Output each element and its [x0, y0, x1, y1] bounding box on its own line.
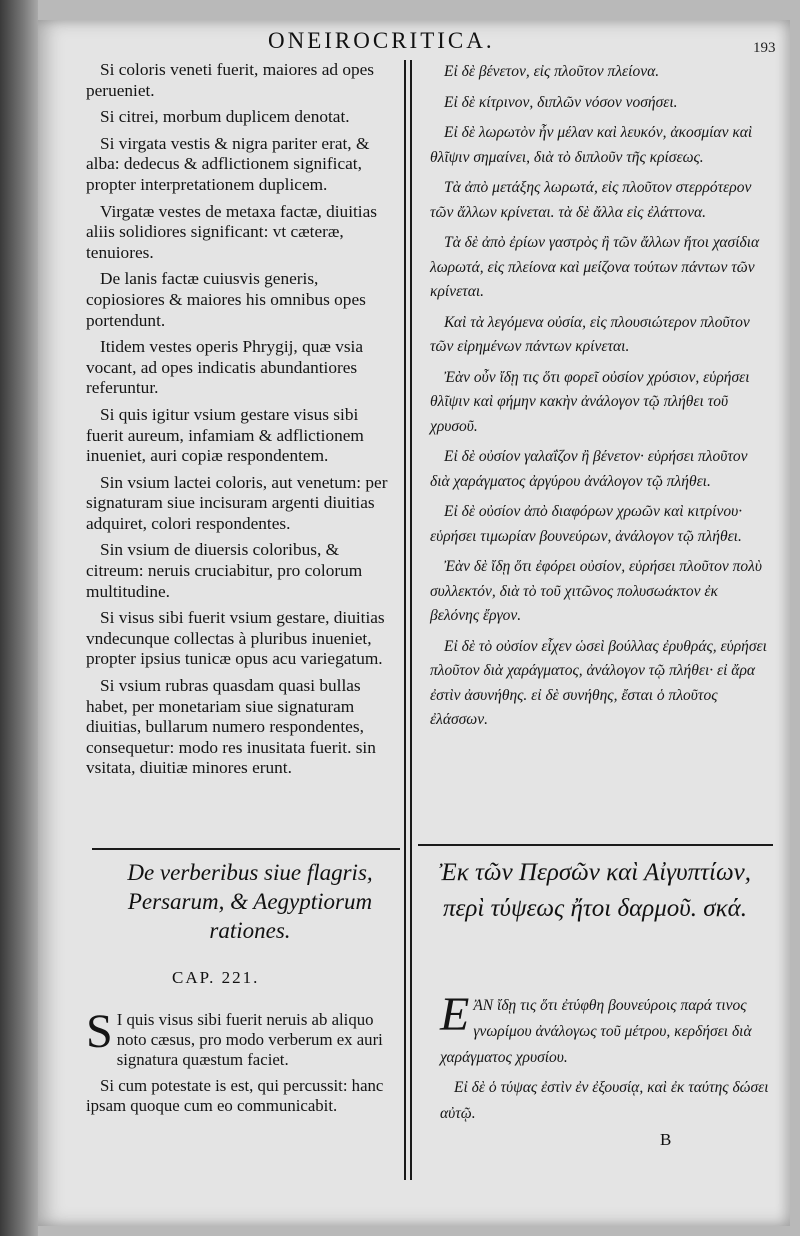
- latin-chapter-text: I quis visus sibi fuerit neruis ab aliquo noto cæsus, pro modo verberum ex auri signatura quæstum faciet.: [116, 1010, 383, 1069]
- latin-paragraph: Sin vsium lactei coloris, aut venetum: per signaturam siue incisuram argenti diuitias adquiret, colori respondentes.: [86, 472, 388, 533]
- greek-chapter-paragraph: [440, 988, 775, 1071]
- greek-paragraph: Καὶ τὰ λεγόμενα οὐσία, εἰς πλουσιώτερον πλοῦτον τῶν εἰρημένων πάντων κρίνεται.: [430, 313, 750, 355]
- latin-chapter-paragraph: [86, 1005, 398, 1070]
- latin-paragraph: De lanis factæ cuiusvis generis, copiosiores & maiores his omnibus opes portendunt.: [86, 269, 366, 330]
- chapter-heading: CAP. 221.: [172, 968, 260, 987]
- section-divider-right: [418, 844, 773, 846]
- latin-paragraph: Si virgata vestis & nigra pariter erat, & alba: dedecus & adflictionem significat, propter interpretationem duplicem.: [86, 133, 370, 194]
- right-greek-column: [430, 60, 770, 739]
- column-rule-left: [404, 60, 406, 1180]
- greek-paragraph: Εἰ δὲ βένετον, εἰς πλοῦτον πλείονα.: [444, 63, 660, 80]
- latin-chapter-paragraph: Si cum potestate is est, qui percussit: hanc ipsam quoque cum eo communicabit.: [86, 1076, 384, 1115]
- running-header: ONEIROCRITICA.: [268, 28, 495, 53]
- latin-paragraph: Sin vsium de diuersis coloribus, & citreum: neruis cruciabitur, pro colorum multitudine.: [86, 540, 363, 601]
- greek-paragraph: Ἐὰν οὖν ἴδῃ τις ὅτι φορεῖ οὐσίον χρύσιον, εὑρήσει θλῖψιν καὶ φήμην κακὴν ἀνάλογον τῷ πλήθει τοῦ χρυσοῦ.: [430, 368, 750, 435]
- left-latin-chapter-text: [86, 1005, 398, 1116]
- section-divider-left: [92, 848, 400, 850]
- left-latin-column: [86, 60, 398, 785]
- latin-paragraph: Itidem vestes operis Phrygij, quæ vsia vocant, ad opes indicatis abundantiores referuntur.: [86, 337, 364, 398]
- latin-paragraph: Si vsium rubras quasdam quasi bullas habet, per monetariam siue signaturam diuitias, bullarum numero respondentes, consequetur: modo res inusitata fuerit. sin vsitata, diuitiæ minores erunt.: [86, 676, 376, 778]
- greek-paragraph: Εἰ δὲ οὐσίον ἀπὸ διαφόρων χρωῶν καὶ κιτρίνου· εὑρήσει τιμωρίαν βουνεύρων, ἀνάλογον τῷ πλήθει.: [430, 503, 743, 545]
- greek-section-title: Ἐκ τῶν Περσῶν καὶ Αἰγυπτίων, περὶ τύψεως ἤτοι δαρμοῦ. σκά.: [439, 859, 751, 922]
- latin-paragraph: Si coloris veneti fuerit, maiores ad opes perueniet.: [86, 60, 375, 100]
- latin-paragraph: Virgatæ vestes de metaxa factæ, diuitias aliis solidiores significant: vt cæteræ, tenuiores.: [86, 201, 377, 262]
- column-rule-right: [410, 60, 412, 1180]
- latin-paragraph: Si citrei, morbum duplicem denotat.: [100, 107, 350, 127]
- greek-chapter-text: ἈΝ ἴδῃ τις ὅτι ἐτύφθη βουνεύροις παρά τινος γνωρίμου ἀνάλογως τοῦ μέτρου, κερδήσει διὰ χαράγματος χρυσίου.: [440, 997, 752, 1066]
- greek-paragraph: Εἰ δὲ τὸ οὐσίον εἶχεν ὡσεὶ βούλλας ἐρυθράς, εὑρήσει πλοῦτον διὰ χαράγματος, ἀνάλογον τῷ πλήθει· εἰ ἄρα ἐστὶν ἀσυνήθης. εἰ δὲ συνήθης, ἔσται ὁ πλοῦτος ἐλάσσων.: [430, 637, 767, 728]
- greek-chapter-paragraph: Εἰ δὲ ὁ τύψας ἐστὶν ἐν ἐξουσίᾳ, καὶ ἐκ ταύτης δώσει αὐτῷ.: [440, 1079, 769, 1122]
- greek-paragraph: Εἰ δὲ οὐσίον γαλαΐζον ἢ βένετον· εὑρήσει πλοῦτον διὰ χαράγματος ἀργύρου ἀνάλογον τῷ πλήθει.: [430, 448, 748, 490]
- drop-cap: S: [86, 1005, 113, 1058]
- right-greek-chapter-text: [440, 988, 775, 1127]
- latin-paragraph: Si visus sibi fuerit vsium gestare, diuitias vndecunque collectas à pluribus inueniet, propter ipsius tunicæ opus acu variegatum.: [86, 608, 385, 669]
- greek-paragraph: Τὰ δὲ ἀπὸ ἐρίων γαστρὸς ἢ τῶν ἄλλων ἤτοι χασίδια λωρωτά, εἰς πλείονα καὶ μείζονα τούτων πάντων τῶν κρίνεται.: [430, 234, 760, 300]
- page-gutter-shadow: [0, 0, 38, 1236]
- page-number: 193: [753, 40, 776, 56]
- latin-paragraph: Si quis igitur vsium gestare visus sibi fuerit aureum, infamiam & adflictionem inueniet, auri copiæ respondentem.: [86, 404, 364, 466]
- greek-paragraph: Τὰ ἀπὸ μετάξης λωρωτά, εἰς πλοῦτον στερρότερον τῶν ἄλλων κρίνεται. τὰ δὲ ἄλλα εἰς ἐλάττονα.: [430, 179, 752, 221]
- greek-paragraph: Εἰ δὲ κίτρινον, διπλῶν νόσον νοσήσει.: [444, 93, 678, 111]
- signature-mark: B: [660, 1130, 672, 1149]
- latin-section-title: De verberibus siue flagris, Persarum, & Aegyptiorum rationes.: [127, 860, 373, 943]
- drop-cap: Ε: [440, 988, 470, 1041]
- greek-paragraph: Εἰ δὲ λωρωτὸν ἦν μέλαν καὶ λευκόν, ἀκοσμίαν καὶ θλῖψιν σημαίνει, διὰ τὸ διπλοῦν τῆς κρίσεως.: [430, 124, 753, 166]
- greek-paragraph: Ἐὰν δὲ ἴδῃ ὅτι ἐφόρει οὐσίον, εὑρήσει πλοῦτον πολὺ συλλεκτόν, διὰ τὸ τοῦ χιτῶνος πολυσωάκτον ἐκ βελόνης ἔργον.: [430, 558, 762, 624]
